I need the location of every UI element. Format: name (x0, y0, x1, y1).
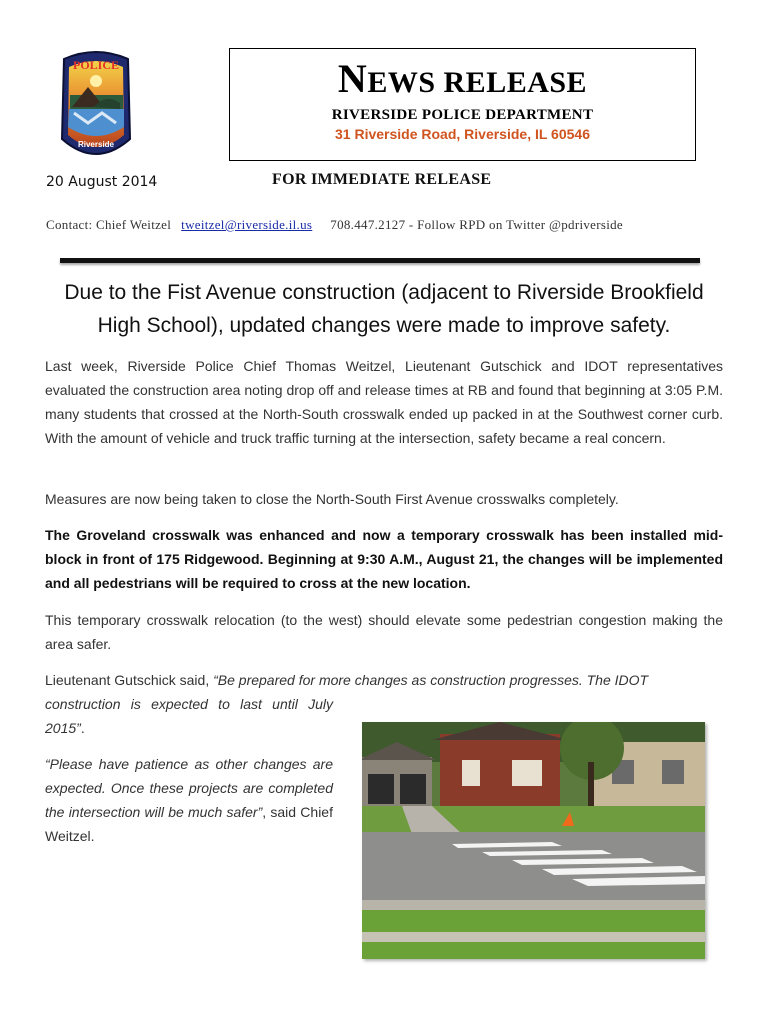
paragraph-3-bold: The Groveland crosswalk was enhanced and now a temporary crosswalk has been installed mid-block in front of 175 Ridgewood. Beginning at 9:30 A.M., August 21, the changes will be implemented and all pedestrians will be required to cross at the new location. (45, 527, 723, 591)
paragraph-2: Measures are now being taken to close the North-South First Avenue crosswalks completely. (45, 491, 619, 507)
police-badge-logo (58, 47, 134, 165)
department-address: 31 Riverside Road, Riverside, IL 60546 (335, 126, 590, 142)
release-type: FOR IMMEDIATE RELEASE (272, 171, 492, 188)
department-name: RIVERSIDE POLICE DEPARTMENT (331, 107, 594, 123)
svg-text:POLICE: POLICE (72, 58, 120, 72)
left-column-text (45, 692, 333, 860)
header-divider (60, 258, 700, 263)
paragraph-6: “Please have patience as other changes are expected. Once these projects are completed the intersection will be much safer”, said Chief Weitzel. (45, 756, 333, 844)
headline: Due to the Fist Avenue construction (adjacent to Riverside Brookfield High School), updated changes were made to improve safety. (64, 281, 704, 337)
paragraph-5: Lieutenant Gutschick said, “Be prepared for more changes as construction progresses. The IDOT (45, 672, 649, 688)
news-release-title: NEWS RELEASE (337, 56, 588, 101)
contact-line (46, 217, 623, 233)
paragraph-5-continued: construction is expected to last until July 2015”. (45, 696, 333, 736)
paragraph-4: This temporary crosswalk relocation (to the west) should elevate some pedestrian congestion making the area safer. (45, 612, 723, 652)
paragraph-1: Last week, Riverside Police Chief Thomas Weitzel, Lieutenant Gutschick and IDOT representatives evaluated the construction area noting drop off and release times at RB and found that beginning at 3:05 P.M. many students that crossed at the North-South crosswalk ended up packed in at the Southwest corner curb. With the amount of vehicle and truck traffic turning at the intersection, safety became a real concern. (45, 358, 723, 446)
contact-phone-twitter: 708.447.2127 - Follow RPD on Twitter @pdriverside (330, 217, 623, 232)
contact-label: Contact: Chief Weitzel (46, 217, 172, 232)
svg-text:Riverside: Riverside (77, 140, 115, 149)
news-release-header (229, 48, 696, 161)
crosswalk-photo (362, 722, 705, 959)
release-date: 20 August 2014 (46, 174, 158, 190)
contact-email-link[interactable]: tweitzel@riverside.il.us (181, 217, 313, 232)
